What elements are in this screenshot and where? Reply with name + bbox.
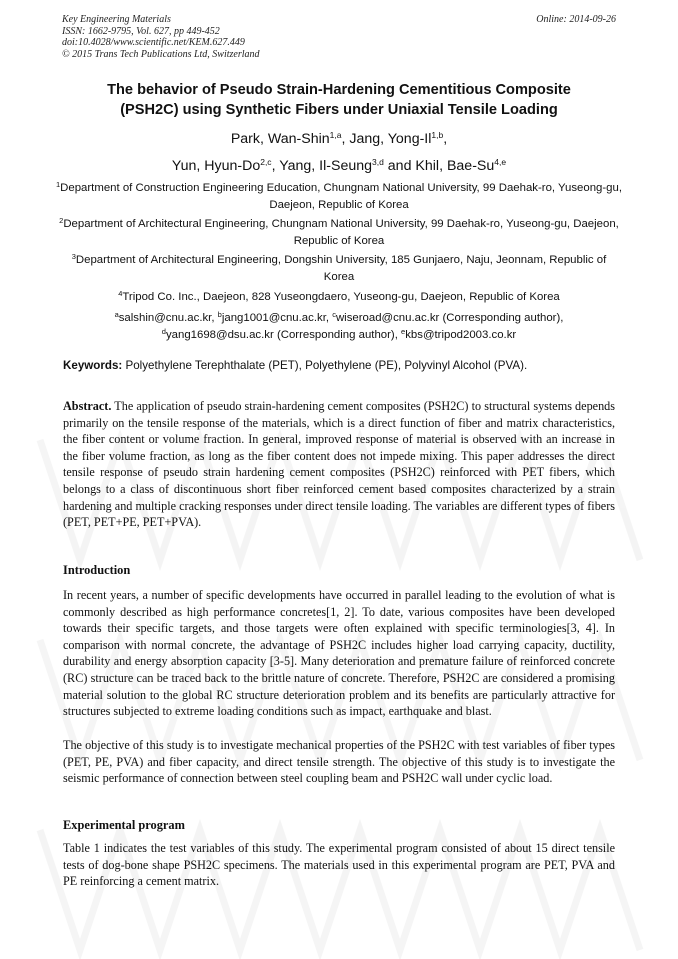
author-line-2 bbox=[40, 153, 638, 180]
author-name: Yun, Hyun-Do bbox=[171, 158, 261, 174]
author-name: Yang, Il-Seung bbox=[279, 158, 373, 174]
email-sup: c bbox=[332, 310, 336, 319]
keywords bbox=[63, 358, 623, 374]
author-line-1 bbox=[40, 126, 638, 153]
email-list bbox=[55, 310, 623, 343]
email-b[interactable]: jang1001@cnu.ac.kr, bbox=[221, 312, 333, 324]
author-sup: 4,e bbox=[494, 157, 507, 167]
email-sup: b bbox=[217, 310, 222, 319]
affiliation-sup: 1 bbox=[55, 180, 61, 189]
introduction-heading: Introduction bbox=[63, 563, 131, 577]
affiliation-sup: 2 bbox=[59, 216, 64, 225]
affiliation-3 bbox=[55, 252, 623, 285]
author-name: Park, Wan-Shin bbox=[230, 131, 330, 147]
author-sup: 1,b bbox=[431, 130, 444, 140]
author-list bbox=[40, 126, 638, 180]
experimental-paragraph-1: Table 1 indicates the test variables of this study. The experimental program consisted of about 15 direct tensile tests of dog-bone shape PSH2C specimens. The materials used in this experimental program are PET, PVA and PE reinforcing a cement matrix. bbox=[63, 841, 615, 889]
online-date: Online: 2014-09-26 bbox=[536, 14, 616, 25]
paper-title bbox=[40, 80, 638, 120]
author-separator: , bbox=[341, 131, 350, 147]
affiliation-text: Tripod Co. Inc., Daejeon, 828 Yuseongdaero, Yuseong-gu, Daejeon, Republic of Korea bbox=[122, 291, 560, 303]
author-sup: 3,d bbox=[372, 157, 384, 167]
copyright-line: © 2015 Trans Tech Publications Ltd, Switzerland bbox=[62, 48, 260, 60]
affiliation-text: Department of Architectural Engineering, Dongshin University, 185 Gunjaero, Naju, Jeonnam, Republic of Korea bbox=[75, 254, 607, 283]
abstract-label: Abstract. bbox=[63, 399, 112, 413]
author-separator: , bbox=[443, 131, 448, 147]
title-line-1: The behavior of Pseudo Strain-Hardening Cementitious Composite bbox=[107, 82, 571, 98]
affiliation-4 bbox=[55, 289, 623, 306]
issn-line: ISSN: 1662-9795, Vol. 627, pp 449-452 bbox=[62, 25, 220, 37]
author-name: Khil, Bae-Su bbox=[415, 158, 495, 174]
author-sup: 1,a bbox=[329, 130, 342, 140]
abstract bbox=[63, 398, 615, 531]
title-line-2: (PSH2C) using Synthetic Fibers under Uniaxial Tensile Loading bbox=[120, 102, 558, 118]
experimental-heading: Experimental program bbox=[63, 818, 185, 832]
email-sup: d bbox=[161, 326, 166, 336]
abstract-text: The application of pseudo strain-hardening cement composites (PSH2C) to structural systems depends primarily on the tensile response of the materials, which is a direct function of fiber and matrix characteristics, the fiber content or volume fraction. In general, improved response of material is observed with an increase in the fiber volume fraction, as long as the fiber content does not impede mixing. This paper addresses the direct tensile response of pseudo strain hardening cement composites (PSH2C) reinforced with PET fibers, which belongs to a class of discontinuous short fiber reinforced cement based composites characterized by a strain hardening and multiple cracking responses under direct tensile loading. The variables are different types of fibers (PET, PET+PE, PET+PVA). bbox=[63, 399, 615, 530]
affiliation-1 bbox=[55, 180, 623, 213]
keywords-text: Polyethylene Terephthalate (PET), Polyethylene (PE), Polyvinyl Alcohol (PVA). bbox=[122, 359, 528, 372]
affiliation-text: Department of Architectural Engineering, Chungnam National University, 99 Daehak-ro, Yuseong-gu, Daejeon, Republic of Korea bbox=[63, 218, 619, 247]
affiliation-sup: 4 bbox=[118, 289, 123, 298]
email-line-1 bbox=[55, 310, 623, 327]
author-separator: , bbox=[271, 158, 280, 174]
email-a[interactable]: salshin@cnu.ac.kr, bbox=[118, 312, 218, 324]
doi-line: doi:10.4028/www.scientific.net/KEM.627.449 bbox=[62, 37, 245, 49]
author-and: and bbox=[383, 158, 416, 174]
email-sup: a bbox=[114, 310, 119, 319]
affiliation-text: Department of Construction Engineering Education, Chungnam National University, 99 Daehak-ro, Yuseong-gu, Daejeon, Republic of Korea bbox=[60, 182, 622, 211]
email-sup: e bbox=[401, 326, 406, 336]
introduction-paragraph-1: In recent years, a number of specific developments have occurred in parallel leading to the evolution of what is commonly described as high performance concretes[1, 2]. To date, various composites have been developed towards their specific targets, and those targets were often explained with specific terminologies[3, 4]. In comparison with normal concrete, the advantage of PSH2C includes higher load carrying capacity, ductility, durability and energy absorption capacity [3-5]. Many deterioration and premature failure of reinforced concrete (RC) structure can be traced back to the brittle nature of concrete. Therefore, PSH2C are considered a promising material solution to the global RC structure deterioration problem and its benefits are particularly attractive for structures subjected to extreme loading conditions such as impact, earthquake and blast. bbox=[63, 588, 615, 719]
email-c[interactable]: wiseroad@cnu.ac.kr (Corresponding author), bbox=[335, 312, 564, 324]
email-d[interactable]: yang1698@dsu.ac.kr (Corresponding author), bbox=[165, 328, 402, 341]
introduction-paragraph-2: The objective of this study is to investigate mechanical properties of the PSH2C with test variables of fiber types (PET, PE, PVA) and fiber capacity, and direct tensile strength. The objective of this study is to investigate the seismic performance of connection between steel coupling beam and PSH2C wall under cyclic load. bbox=[63, 738, 615, 786]
affiliation-2 bbox=[55, 216, 623, 249]
publication-info bbox=[62, 14, 260, 60]
journal-name: Key Engineering Materials bbox=[62, 14, 171, 25]
email-line-2 bbox=[55, 327, 623, 344]
author-name: Jang, Yong-Il bbox=[349, 131, 432, 147]
affiliation-sup: 3 bbox=[71, 252, 76, 261]
author-sup: 2,c bbox=[260, 157, 272, 167]
email-e[interactable]: kbs@tripod2003.co.kr bbox=[405, 328, 517, 341]
keywords-label: Keywords: bbox=[63, 359, 123, 372]
